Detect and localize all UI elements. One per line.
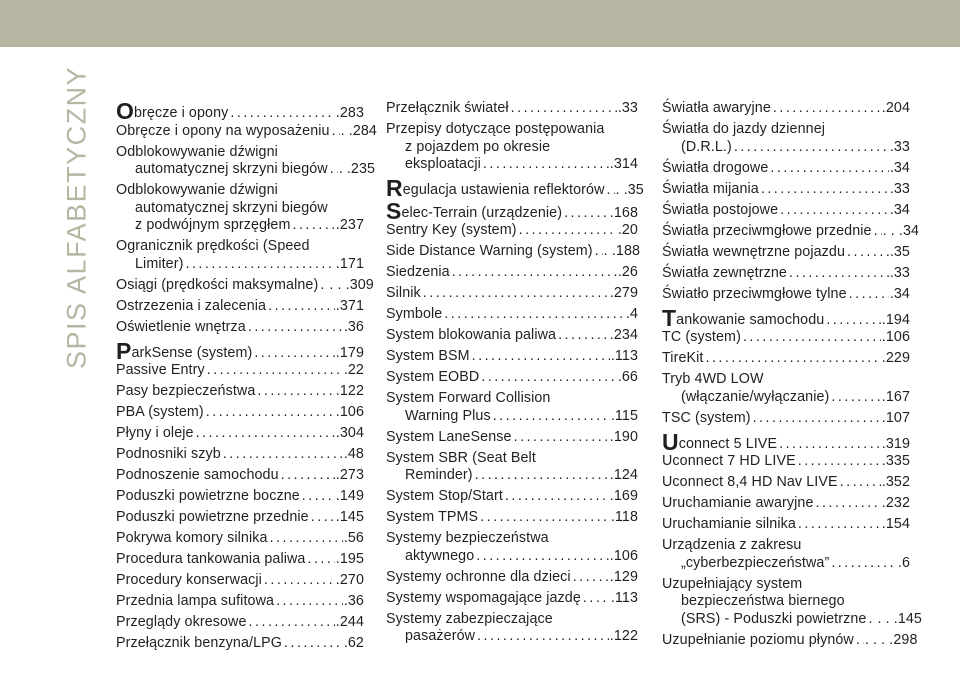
dot-leader [474,548,609,566]
dot-leader [593,243,603,261]
dot-leader [194,425,335,443]
entry-text: automatycznej skrzyni biegów [135,161,328,177]
dot-leader [796,516,881,534]
entry-text: Side Distance Warning (system) [386,243,593,259]
page-number: .129 [609,568,638,585]
entry-text: Procedura tankowania paliwa [116,551,306,567]
page-number: . . . .298 [864,631,918,648]
index-letter-entry [386,175,644,201]
page-number: .4 [625,306,638,322]
page-number: .56 [343,530,364,546]
index-entry [116,143,376,179]
page-number: .124 [609,467,638,483]
page-number: .48 [343,446,364,462]
index-letter-entry [386,197,638,224]
dot-leader [478,509,610,527]
index-entry [662,160,910,178]
dot-leader [279,467,335,485]
page-number: .20 [617,222,638,238]
index-entry [386,530,638,565]
dot-leader [204,404,335,422]
page-number: . . .34 [882,222,920,239]
entry-text: Uruchamianie awaryjne [662,495,814,511]
page-number: .62 [343,635,364,651]
entry-text: Podnoszenie samochodu [116,467,279,483]
index-entry [386,306,638,324]
entry-text: Światła drogowe [662,159,769,176]
page-number: .244 [335,614,364,630]
entry-text: Płyny i oleje [116,425,194,441]
page-number: .171 [335,255,364,272]
dot-leader [605,182,615,200]
entry-text: Reminder) [405,467,473,483]
page-number: .204 [881,100,910,116]
entry-text: Tryb 4WD LOW [662,371,764,387]
index-entry [386,590,638,608]
dot-leader [512,429,609,447]
dot-leader [741,329,881,347]
dot-leader [475,628,609,646]
page-number: .194 [881,311,910,328]
index-entry [662,453,910,471]
page-number: .36 [343,593,364,609]
entry-text: Przeglądy okresowe [116,614,247,630]
index-entry [662,121,910,156]
dot-leader [778,202,889,220]
index-entry [116,572,364,590]
index-entry [662,495,910,513]
dot-leader [262,572,335,590]
page-number: .6 [897,554,910,571]
dot-leader [759,181,889,199]
index-column-2 [386,100,644,649]
index-entry [662,516,910,534]
dot-leader [732,139,889,157]
page-number: .229 [881,350,910,366]
entry-text: Uconnect 7 HD LIVE [662,453,796,469]
entry-text: „cyberbezpieczeństwa” [681,554,830,571]
index-entry [116,319,364,337]
index-entry [116,530,364,548]
entry-text: elec-Terrain (urządzenie) [401,204,563,221]
index-entry [386,488,638,506]
page-number: .234 [609,327,638,343]
dot-leader [330,123,340,141]
page-number: .145 [335,509,364,525]
entry-text: Przełącznik świateł [386,100,509,116]
dot-leader [305,551,334,569]
index-entry [116,551,364,569]
index-entry [662,181,910,199]
dot-leader [183,256,334,274]
page-number: . . .309 [329,276,374,293]
dot-leader [266,298,335,316]
entry-text: System TPMS [386,509,479,525]
entry-text: System blokowania paliwa [386,327,557,343]
entry-text: Przełącznik benzyna/LPG [116,635,283,651]
page-number: .34 [889,285,910,302]
dot-leader [205,362,343,380]
dot-leader [829,389,880,407]
index-entry [662,410,910,428]
entry-text: TSC (system) [662,409,751,426]
entry-text: Światła wewnętrzne pojazdu [662,243,846,260]
dot-leader [228,105,334,123]
page-number: .115 [610,407,638,424]
index-entry [116,276,374,295]
dot-leader [845,244,889,262]
entry-text: Systemy bezpieczeństwa [386,530,549,546]
index-entry [116,182,364,235]
index-entry [386,100,638,118]
dot-leader [282,635,343,653]
index-column-1 [116,98,377,656]
index-entry [116,362,364,380]
entry-text: Limiter) [135,255,184,272]
index-letter-entry [662,304,910,331]
index-entry [662,222,920,241]
dot-leader [509,100,617,118]
page-number: .270 [335,572,364,588]
entry-text: bezpieczeństwa biernego [681,593,845,609]
index-entry [662,575,922,629]
dot-leader [421,285,609,303]
index-column-3 [662,100,922,653]
dot-leader [777,436,881,454]
dot-leader [556,327,609,345]
entry-text: Światła postojowe [662,201,779,218]
page-number: .149 [335,488,364,504]
page-number: .154 [881,516,910,532]
page-number: . .284 [340,122,377,139]
entry-text: System LaneSense [386,428,512,445]
dot-leader [517,222,617,240]
page-number: .106 [881,329,910,345]
entry-text: Warning Plus [405,407,491,424]
entry-text: TireKit [662,350,704,366]
dot-leader [247,614,335,632]
entry-text: Procedury konserwacji [116,572,262,588]
entry-text: Światło przeciwmgłowe tylne [662,285,847,302]
page-number: .106 [609,547,638,564]
index-letter: P [116,337,132,364]
page-number: .33 [889,138,910,155]
dot-leader [442,306,625,324]
page-number: .33 [889,180,910,197]
entry-text: Światła zewnętrzne [662,264,787,281]
page-number: .33 [889,264,910,281]
dot-leader [470,348,610,366]
index-letter: R [386,175,403,201]
page-number: .169 [609,488,638,504]
index-entry [116,383,364,401]
page-number: .232 [881,495,910,511]
page-number: .34 [889,159,910,176]
index-entry [116,488,364,506]
dot-leader [829,555,897,573]
index-entry [662,265,910,283]
page-number: .122 [609,628,638,644]
entry-text: connect 5 LIVE [678,435,778,452]
index-entry [116,467,364,485]
entry-text: Światła mijania [662,180,759,197]
index-entry [662,244,910,262]
index-entry [116,122,377,141]
entry-text: Poduszki powietrzne przednie [116,509,309,525]
entry-text: Przepisy dotyczące postępowania [386,121,605,137]
index-entry [386,264,638,282]
page-number: .279 [609,285,638,301]
entry-text: Uzupełniający system [662,575,803,592]
index-entry [116,404,364,422]
dot-leader [503,488,609,506]
dot-leader [268,530,343,548]
entry-text: (SRS) - Poduszki powietrzne [681,610,867,627]
dot-leader [562,205,609,223]
entry-text: (włączanie/wyłączanie) [681,388,830,405]
entry-text: eksploatacji [405,156,481,172]
dot-leader [252,345,334,363]
entry-text: egulacja ustawienia reflektorów [402,182,605,198]
entry-text: z pojazdem po okresie [405,138,551,155]
index-entry [386,509,638,527]
page-number: .107 [881,409,910,426]
page-number: . .35 [615,182,644,198]
page-number: .35 [889,243,910,260]
index-entry [386,429,638,447]
entry-text: aktywnego [405,547,475,564]
entry-text: Symbole [386,306,443,322]
page-number: .195 [335,551,364,567]
entry-text: automatycznej skrzyni biegów [135,199,328,216]
page-number: .352 [881,474,910,490]
dot-leader [703,350,880,368]
index-letter: T [662,304,677,331]
entry-text: Systemy zabezpieczające [386,610,553,627]
dot-leader [872,223,882,241]
page-number: .66 [617,369,638,385]
index-entry [386,611,638,646]
index-entry [662,474,910,492]
dot-leader [481,156,609,174]
index-entry [662,537,910,572]
entry-text: Uzupełnianie poziomu płynów [662,631,854,648]
dot-leader [246,319,343,337]
dot-leader [318,277,328,295]
entry-text: Systemy ochronne dla dzieci [386,568,571,585]
entry-text: pasażerów [405,628,476,644]
entry-text: Ostrzezenia i zalecenia [116,297,267,314]
entry-text: Światła do jazdy dziennej [662,121,826,137]
entry-text: ankowanie samochodu [676,311,825,328]
entry-text: Osiągi (prędkości maksymalne) [116,276,319,293]
entry-text: Odblokowywanie dźwigni [116,143,278,160]
page-number: .26 [617,264,638,280]
entry-text: Odblokowywanie dźwigni [116,182,278,198]
index-letter: O [116,98,134,124]
page-number: .304 [335,425,364,441]
page-number: .36 [343,318,364,335]
index-entry [662,286,910,304]
dot-leader [491,408,610,426]
entry-text: Światła przeciwmgłowe przednie [662,222,872,239]
index-entry [386,243,641,261]
entry-text: PBA (system) [116,404,204,420]
index-entry [386,327,638,345]
entry-text: (D.R.L.) [681,138,732,155]
entry-text: Silnik [386,285,421,301]
index-letter-entry [116,100,364,123]
page-number: .113 [610,589,638,606]
dot-leader [854,632,864,650]
dot-leader [787,265,889,283]
dot-leader [300,488,335,506]
entry-text: Urządzenia z zakresu [662,537,802,553]
entry-text: System SBR (Seat Belt [386,449,536,466]
index-entry [116,635,364,653]
dot-leader [771,100,881,118]
dot-leader [255,383,334,401]
index-entry [386,285,638,303]
entry-text: Uruchamianie silnika [662,516,796,532]
dot-leader [290,217,334,235]
index-entry [662,350,910,368]
page-number: .283 [335,105,364,121]
page-number: .33 [617,100,638,116]
index-letter: S [386,197,402,224]
index-entry [116,614,364,632]
page-number: . .188 [603,243,641,259]
dot-leader [221,446,343,464]
index-entry [116,298,364,316]
page-number: .273 [335,467,364,483]
entry-text: System EOBD [386,369,480,385]
dot-leader [751,410,881,428]
index-entry [116,593,364,611]
dot-leader [581,590,610,608]
page-number: . .235 [338,161,376,177]
index-entry [116,509,364,527]
dot-leader [838,474,881,492]
dot-leader [824,312,880,330]
page-number: .106 [335,404,364,420]
dot-leader [866,611,876,629]
page-number: .319 [881,435,910,452]
entry-text: System Forward Collision [386,390,551,406]
index-entry [662,329,910,347]
page-number: .314 [609,156,638,172]
page-number: .118 [610,509,638,525]
entry-text: z podwójnym sprzęgłem [135,217,291,233]
dot-leader [571,569,609,587]
page-number: .190 [609,428,638,445]
index-entry [116,238,364,273]
dot-leader [309,509,335,527]
page-number: .335 [881,453,910,469]
dot-leader [847,286,889,304]
entry-text: bręcze i opony [134,105,229,121]
page-number: .371 [335,297,364,314]
dot-leader [450,264,617,282]
entry-text: Poduszki powietrzne boczne [116,488,300,504]
index-entry [386,390,638,425]
entry-text: Sentry Key (system) [386,222,517,238]
index-entry [116,425,364,443]
page-number: .179 [335,344,364,361]
entry-text: Pokrywa komory silnika [116,530,268,546]
dot-leader [814,495,881,513]
index-entry [386,121,638,174]
page-number: .168 [609,204,638,221]
page-number: .237 [335,217,364,233]
top-band [0,0,960,47]
index-entry [386,569,638,587]
dot-leader [274,593,343,611]
dot-leader [473,467,609,485]
page-number: .34 [889,201,910,218]
entry-text: Passive Entry [116,362,205,378]
dot-leader [796,453,881,471]
index-letter-entry [116,337,364,364]
entry-text: Siedzenia [386,264,450,280]
page-number: .122 [335,383,364,399]
index-letter: U [662,428,679,455]
index-entry [386,348,638,366]
entry-text: Pasy bezpieczeństwa [116,383,256,399]
index-entry [386,369,638,387]
entry-text: Uconnect 8,4 HD Nav LIVE [662,474,838,490]
entry-text: TC (system) [662,329,741,345]
index-entry [116,446,364,464]
index-entry [386,450,638,485]
index-entry [662,371,910,406]
dot-leader [768,160,888,178]
page-number: .113 [610,348,638,364]
entry-text: Ogranicznik prędkości (Speed [116,238,310,254]
page-number: .167 [881,388,910,405]
entry-text: Oświetlenie wnętrza [116,318,246,335]
entry-text: System Stop/Start [386,488,503,504]
entry-text: Systemy wspomagające jazdę [386,589,581,606]
dot-leader [328,161,338,179]
entry-text: arkSense (system) [131,344,253,361]
index-entry [662,202,910,220]
section-title: SPIS ALFABETYCZNY [61,65,92,369]
dot-leader [479,369,617,387]
entry-text: System BSM [386,348,470,364]
page-number: .22 [343,362,364,378]
entry-text: Przednia lampa sufitowa [116,593,275,609]
index-entry [662,100,910,118]
entry-text: Obręcze i opony na wyposażeniu [116,122,330,139]
index-entry [662,631,918,650]
entry-text: Podnosniki szyb [116,446,221,462]
index-letter-entry [662,428,910,455]
entry-text: Światła awaryjne [662,100,771,116]
page-number: . . .145 [877,610,922,627]
index-entry [386,222,638,240]
